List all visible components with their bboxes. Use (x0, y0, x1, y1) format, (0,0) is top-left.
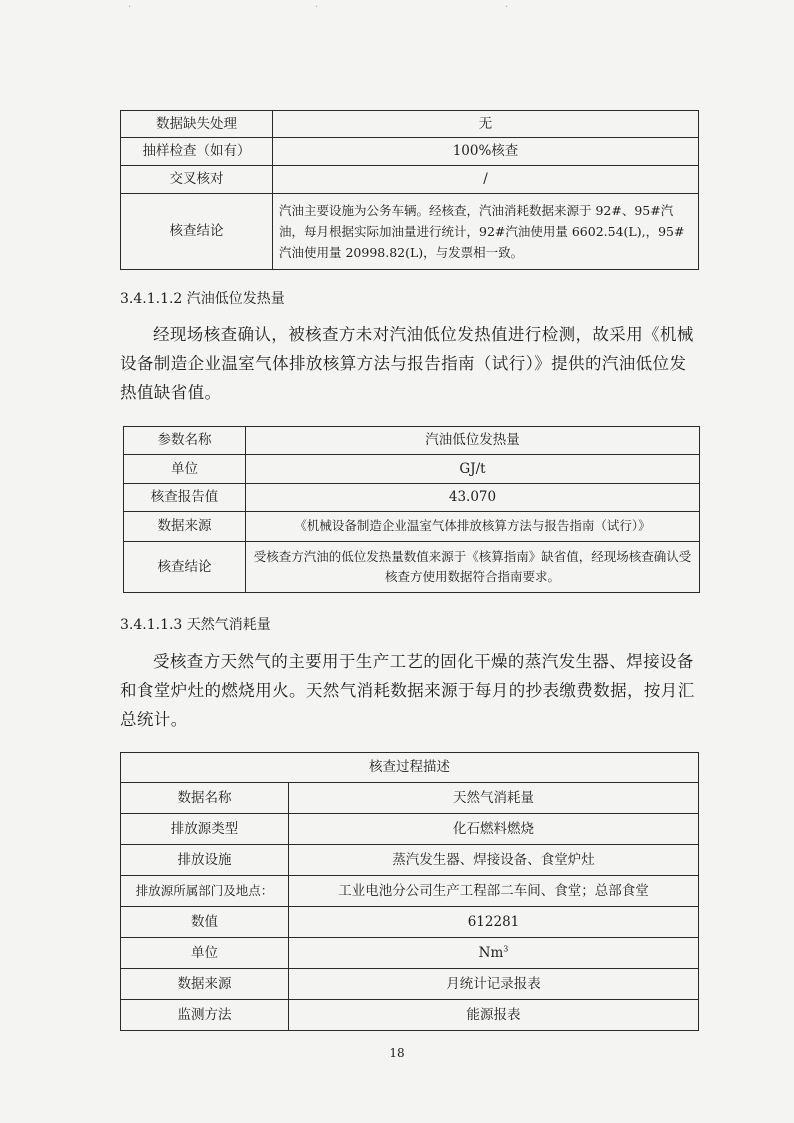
table-row (124, 512, 700, 542)
table-row (121, 138, 699, 166)
table-row (121, 876, 699, 907)
row-label: 参数名称 (124, 427, 246, 455)
table-header: 核查过程描述 (121, 753, 699, 783)
table-row (121, 969, 699, 1000)
row-value: 汽油低位发热量 (246, 427, 700, 455)
row-value (289, 938, 699, 969)
calorific-value-table (123, 426, 700, 593)
row-label: 监测方法 (121, 1000, 289, 1031)
row-value: 受核查方汽油的低位发热量数值来源于《核算指南》缺省值，经现场核查确认受核查方使用数据符合指南要求。 (246, 542, 700, 593)
row-label: 排放源类型 (121, 814, 289, 845)
scan-mark: · (505, 2, 509, 13)
section-heading: 3.4.1.1.3 天然气消耗量 (120, 617, 271, 633)
section-heading: 3.4.1.1.2 汽油低位发热量 (120, 291, 285, 307)
row-value: / (273, 166, 699, 194)
table-row (121, 938, 699, 969)
row-value: GJ/t (246, 455, 700, 484)
table-row (121, 907, 699, 938)
table-row (124, 455, 700, 484)
natural-gas-table (120, 752, 699, 1031)
table-row (121, 1000, 699, 1031)
row-label: 核查结论 (121, 194, 273, 270)
row-label: 数据来源 (124, 512, 246, 542)
row-value: 无 (273, 111, 699, 138)
unit-superscript: 3 (503, 944, 509, 954)
section-paragraph: 受核查方天然气的主要用于生产工艺的固化干燥的蒸汽发生器、焊接设备和食堂炉灶的燃烧用火。天然气消耗数据来源于每月的抄表缴费数据，按月汇总统计。 (120, 652, 695, 729)
scan-mark: · (315, 2, 319, 13)
row-value: 天然气消耗量 (289, 783, 699, 814)
row-value: 汽油主要设施为公务车辆。经核查，汽油消耗数据来源于 92#、95#汽油，每月根据实际加油量进行统计，92#汽油使用量 6602.54(L),，95#汽油使用量 20998.82(L)，与发票相一致。 (273, 194, 699, 270)
scan-mark: · (128, 2, 132, 13)
row-label: 核查结论 (124, 542, 246, 593)
table-row (124, 542, 700, 593)
table-header-row (121, 753, 699, 783)
row-value: 月统计记录报表 (289, 969, 699, 1000)
row-label: 抽样检查（如有） (121, 138, 273, 166)
row-value: 43.070 (246, 484, 700, 512)
page-number: 18 (389, 1046, 405, 1060)
row-label: 数据名称 (121, 783, 289, 814)
unit-text: Nm (478, 944, 504, 961)
table-row (121, 814, 699, 845)
row-value: 工业电池分公司生产工程部二车间、食堂；总部食堂 (289, 876, 699, 907)
gasoline-consumption-table (120, 110, 699, 270)
table-row (121, 111, 699, 138)
table-row (124, 427, 700, 455)
row-label: 单位 (124, 455, 246, 484)
table-row (121, 194, 699, 270)
table-row (121, 166, 699, 194)
row-label: 交叉核对 (121, 166, 273, 194)
row-label: 单位 (121, 938, 289, 969)
row-value: 化石燃料燃烧 (289, 814, 699, 845)
row-value: 蒸汽发生器、焊接设备、食堂炉灶 (289, 845, 699, 876)
row-value: 100%核查 (273, 138, 699, 166)
row-label: 数值 (121, 907, 289, 938)
row-value: 能源报表 (289, 1000, 699, 1031)
table-row (121, 783, 699, 814)
section-paragraph: 经现场核查确认，被核查方未对汽油低位发热值进行检测，故采用《机械设备制造企业温室气体排放核算方法与报告指南（试行）》提供的汽油低位发热值缺省值。 (120, 325, 694, 402)
row-label: 排放设施 (121, 845, 289, 876)
row-label: 排放源所属部门及地点： (121, 876, 289, 907)
row-label: 核查报告值 (124, 484, 246, 512)
row-label: 数据缺失处理 (121, 111, 273, 138)
table-row (121, 845, 699, 876)
table-row (124, 484, 700, 512)
row-value: 《机械设备制造企业温室气体排放核算方法与报告指南（试行）》 (246, 512, 700, 542)
row-value: 612281 (289, 907, 699, 938)
row-label: 数据来源 (121, 969, 289, 1000)
